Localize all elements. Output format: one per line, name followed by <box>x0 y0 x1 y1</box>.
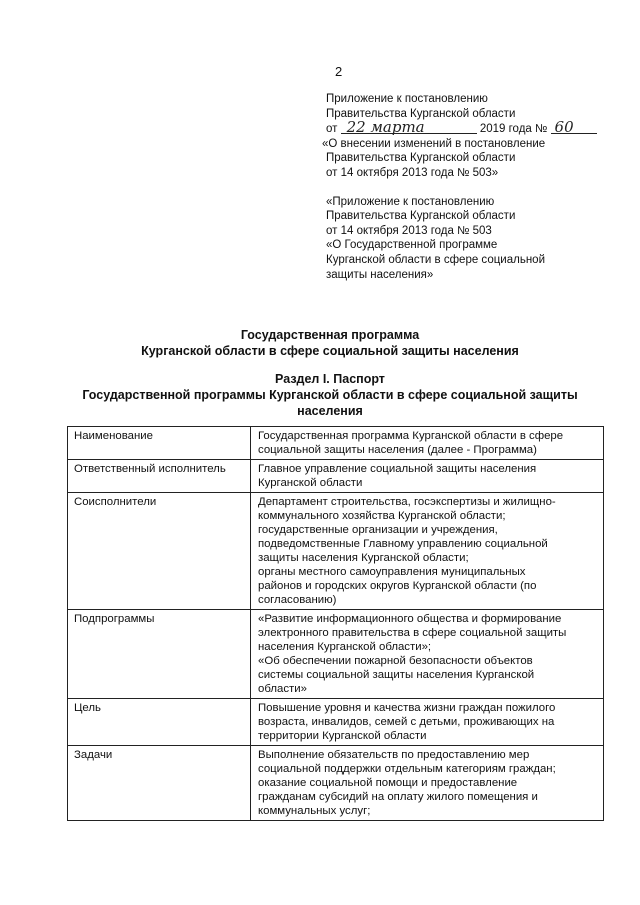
row-label: Цель <box>68 699 251 746</box>
page-number: 2 <box>335 64 343 79</box>
appendix-line: Курганской области в сфере социальной <box>326 253 545 266</box>
row-value-line: Департамент строительства, госэкспертизы и жилищно- <box>258 496 556 508</box>
section-title-line: Государственной программы Курганской области в сфере социальной защиты <box>82 388 578 402</box>
table-row <box>68 427 604 460</box>
row-value-line: «Развитие информационного общества и формирование <box>258 613 562 625</box>
row-value <box>251 746 604 821</box>
row-value-line: Повышение уровня и качества жизни граждан пожилого <box>258 702 556 714</box>
table-row <box>68 493 604 610</box>
section-title <box>40 371 620 419</box>
row-label: Задачи <box>68 746 251 821</box>
row-value-line: системы социальной защиты населения Курганской <box>258 669 535 681</box>
passport-table <box>67 426 604 821</box>
program-title-line: Государственная программа <box>240 328 420 342</box>
appendix-line: «О внесении изменений в постановление <box>322 137 546 150</box>
appendix-line: «О Государственной программе <box>326 239 498 252</box>
appendix-header <box>322 92 626 282</box>
row-value-line: социальной поддержки отдельным категориям граждан; <box>258 763 556 775</box>
row-value <box>251 610 604 699</box>
row-value-line: подведомственные Главному управлению социальной <box>258 538 548 550</box>
handwritten-date: 22 марта <box>341 121 477 134</box>
row-value <box>251 493 604 610</box>
row-value-line: области» <box>258 683 307 695</box>
row-value <box>251 460 604 493</box>
date-suffix: 2019 года № <box>479 123 548 136</box>
row-label: Наименование <box>68 427 251 460</box>
appendix-line: от 14 октября 2013 года № 503 <box>326 224 492 237</box>
appendix-line: «Приложение к постановлению <box>326 195 495 208</box>
row-value-line: органы местного самоуправления муниципальных <box>258 566 526 578</box>
row-label: Соисполнители <box>68 493 251 610</box>
appendix-line: Правительства Курганской области <box>326 152 516 165</box>
row-value-line: коммунальных услуг; <box>258 805 371 817</box>
row-value-line: Курганской области <box>258 477 363 489</box>
row-value <box>251 699 604 746</box>
appendix-line: от 14 октября 2013 года № 503» <box>326 166 499 179</box>
appendix-line: защиты населения» <box>326 268 434 281</box>
row-label: Ответственный исполнитель <box>68 460 251 493</box>
row-value-line: «Об обеспечении пожарной безопасности объектов <box>258 655 533 667</box>
appendix-line: Правительства Курганской области <box>326 210 516 223</box>
appendix-line: Правительства Курганской области <box>326 107 516 120</box>
row-value-line: возраста, инвалидов, семей с детьми, проживающих на <box>258 716 555 728</box>
table-row <box>68 610 604 699</box>
row-value-line: социальной защиты населения (далее - Программа) <box>258 444 537 456</box>
row-value-line: Выполнение обязательств по предоставлению мер <box>258 749 530 761</box>
section-title-line: населения <box>297 404 363 418</box>
table-row <box>68 460 604 493</box>
program-title-line: Курганской области в сфере социальной защиты населения <box>141 344 519 358</box>
row-value-line: согласованию) <box>258 594 337 606</box>
date-prefix: от <box>326 123 338 136</box>
appendix-line: Приложение к постановлению <box>326 93 488 105</box>
program-title <box>40 327 620 359</box>
table-row <box>68 746 604 821</box>
row-value-line: территории Курганской области <box>258 730 427 742</box>
row-value-line: защиты населения Курганской области; <box>258 552 469 564</box>
handwritten-number: 60 <box>551 121 597 134</box>
row-value-line: Главное управление социальной защиты населения <box>258 463 537 475</box>
row-value-line: районов и городских округов Курганской области (по <box>258 580 537 592</box>
row-value-line: Государственная программа Курганской области в сфере <box>258 430 564 442</box>
section-title-line: Раздел I. Паспорт <box>275 372 385 386</box>
appendix-date-line <box>326 118 626 137</box>
row-value-line: гражданам субсидий на оплату жилого помещения и <box>258 791 538 803</box>
row-value-line: оказание социальной помощи и предоставление <box>258 777 518 789</box>
row-value-line: населения Курганской области»; <box>258 641 432 653</box>
row-value-line: электронного правительства в сфере социальной защиты <box>258 627 567 639</box>
row-value-line: государственные организации и учреждения, <box>258 524 498 536</box>
row-value <box>251 427 604 460</box>
table-row <box>68 699 604 746</box>
row-value-line: коммунального хозяйства Курганской области; <box>258 510 506 522</box>
row-label: Подпрограммы <box>68 610 251 699</box>
